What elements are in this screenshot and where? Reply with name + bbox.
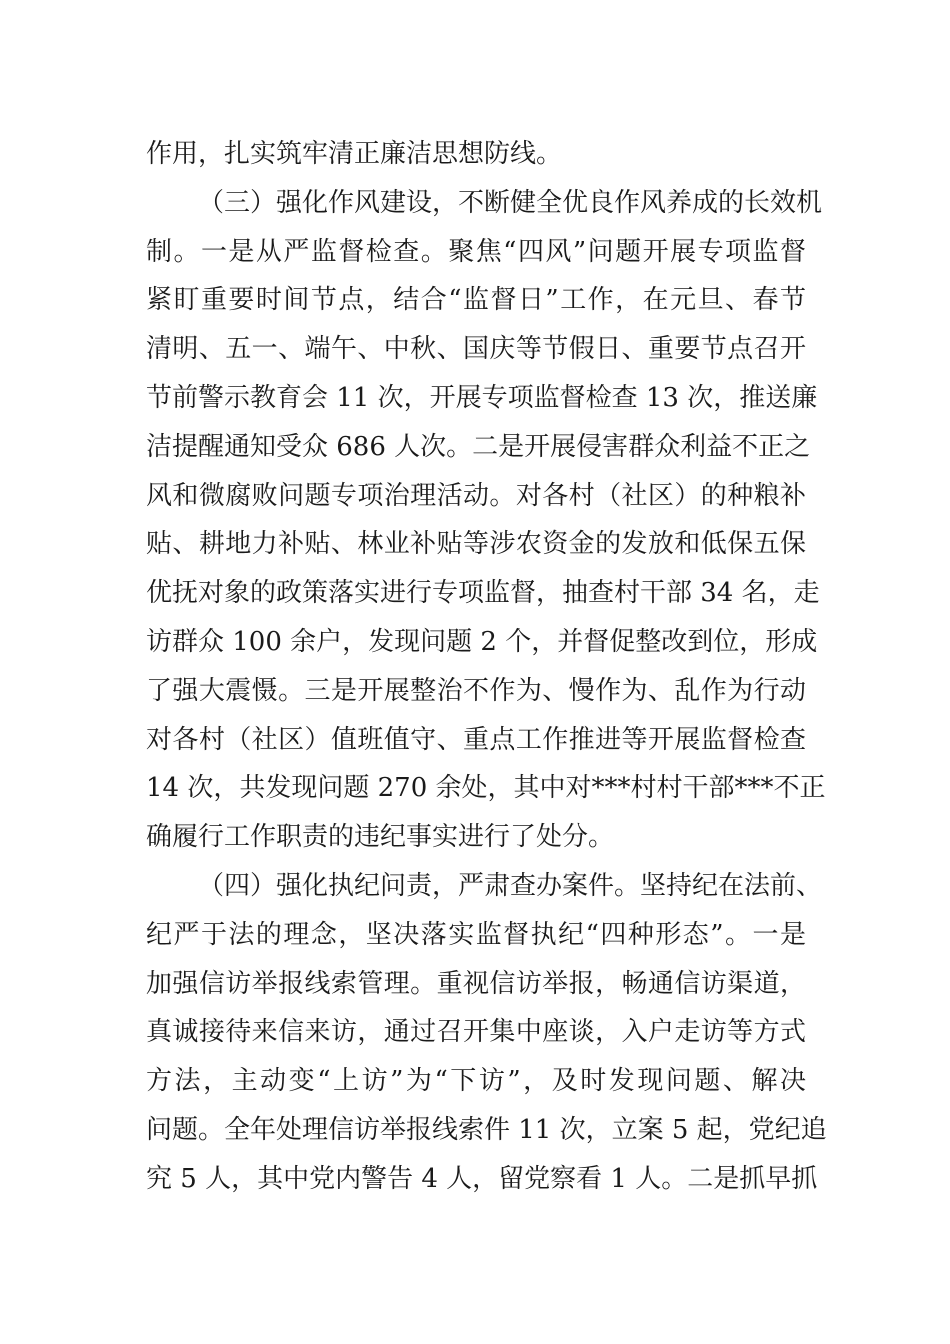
text-line: 究 5 人，其中党内警告 4 人，留党察看 1 人。二是抓早抓 [146,1163,818,1194]
text-line: 对各村（社区）值班值守、重点工作推进等开展监督检查 [146,724,806,755]
text-line: 确履行工作职责的违纪事实进行了处分。 [146,822,615,853]
text-line: 洁提醒通知受众 686 人次。二是开展侵害群众利益不正之 [146,431,811,462]
text-line: 节前警示教育会 11 次，开展专项监督检查 13 次，推送廉 [146,382,818,413]
text-line: 贴、耕地力补贴、林业补贴等涉农资金的发放和低保五保 [146,529,806,560]
text-line: 风和微腐败问题专项治理活动。对各村（社区）的种粮补 [146,480,806,511]
paragraph-first-line: （三）强化作风建设，不断健全优良作风养成的长效机 [198,187,823,218]
text-line: 方法，主动变“上访”为“下访”，及时发现问题、解决 [146,1066,806,1097]
text-line: 加强信访举报线索管理。重视信访举报，畅通信访渠道， [146,968,806,999]
text-line: 真诚接待来信来访，通过召开集中座谈，入户走访等方式 [146,1017,806,1048]
text-line: 紧盯重要时间节点，结合“监督日”工作，在元旦、春节 [146,285,806,316]
text-line: 了强大震慑。三是开展整治不作为、慢作为、乱作为行动 [146,675,806,706]
paragraph-first-line: （四）强化执纪问责，严肃查办案件。坚持纪在法前、 [198,870,823,901]
text-line: 制。一是从严监督检查。聚焦“四风”问题开展专项监督 [146,236,806,267]
text-line: 清明、五一、端午、中秋、国庆等节假日、重要节点召开 [146,334,806,365]
text-line: 纪严于法的理念，坚决落实监督执纪“四种形态”。一是 [146,919,806,950]
text-line: 作用，扎实筑牢清正廉洁思想防线。 [146,139,563,169]
text-line: 优抚对象的政策落实进行专项监督，抽查村干部 34 名，走 [146,578,820,609]
body-text [146,130,827,1204]
text-line: 14 次，共发现问题 270 余处，其中对***村村干部***不正 [146,773,826,804]
text-line: 问题。全年处理信访举报线索件 11 次，立案 5 起，党纪追 [146,1114,827,1145]
text-line: 访群众 100 余户，发现问题 2 个，并督促整改到位，形成 [146,626,818,657]
